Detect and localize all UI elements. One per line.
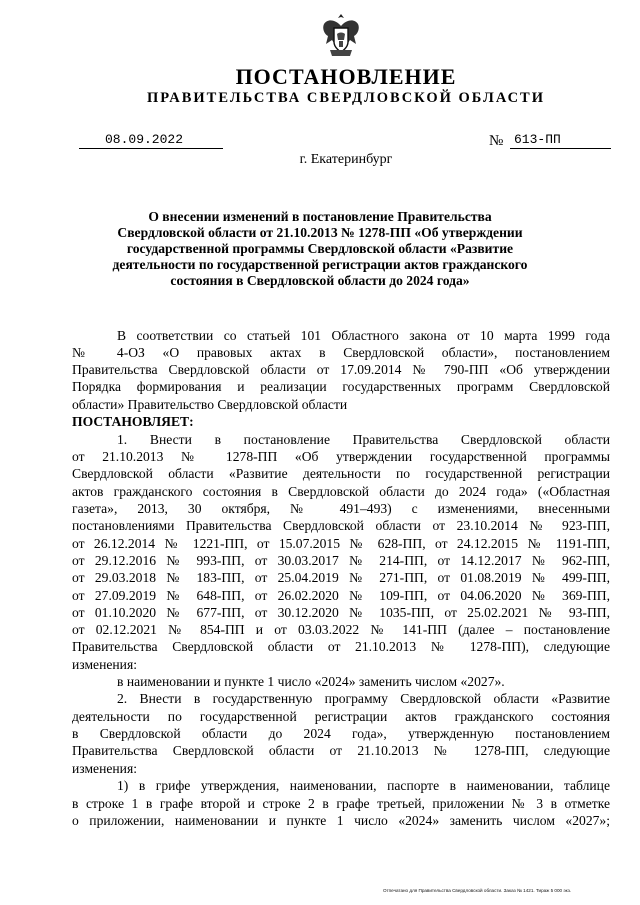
body-line: деятельности по государственной регистрации актов гражданского состояния <box>72 709 610 724</box>
body-line: в строке 1 в графе второй и строке 2 в графе третьей, приложении № 3 в отметке <box>72 796 610 811</box>
body-line: области» Правительство Свердловской области <box>72 397 348 412</box>
document-type-title: ПОСТАНОВЛЕНИЕ <box>235 64 457 89</box>
body-line: от 29.12.2016 № 993-ПП, от 30.03.2017 № 214-ПП, от 14.12.2017 № 962-ПП, <box>72 553 610 568</box>
resolution-keyword: ПОСТАНОВЛЯЕТ: <box>72 414 194 429</box>
body-line: изменения: <box>72 761 137 776</box>
document-date: 08.09.2022 <box>79 131 223 149</box>
body-line: Порядка формирования и реализации государственных программ Свердловской <box>72 379 610 394</box>
organization-title: ПРАВИТЕЛЬСТВА СВЕРДЛОВСКОЙ ОБЛАСТИ <box>146 90 546 106</box>
body-line: актов гражданского состояния в Свердловской области до 2024 года» («Областная <box>72 484 610 499</box>
body-line: от 02.12.2021 № 854-ПП и от 03.03.2022 № 141-ПП (далее – постановление <box>72 622 610 637</box>
body-line: Правительства Свердловской области от 17.09.2014 № 790-ПП «Об утверждении <box>72 362 610 377</box>
subject-line: Свердловской области от 21.10.2013 № 1278-ПП «Об утверждении <box>117 225 523 240</box>
document-number: 613-ПП <box>510 131 611 149</box>
coat-of-arms-icon <box>316 10 366 60</box>
body-line: изменения: <box>72 657 137 672</box>
print-imprint: Отпечатано для Правительства Свердловской области. Заказ № 1421. Тираж 5 000 экз. <box>383 888 572 893</box>
body-line: 1) в грифе утверждения, наименовании, паспорте в наименовании, таблице <box>117 778 610 793</box>
body-line: в Свердловской области до 2024 года», утвержденную постановлением <box>72 726 610 741</box>
body-line: 1. Внести в постановление Правительства Свердловской области <box>117 432 610 447</box>
body-line: Правительства Свердловской области от 21.10.2013 № 1278-ПП, следующие <box>72 743 610 758</box>
subject-heading <box>110 209 530 289</box>
body-line: 2. Внести в государственную программу Свердловской области «Развитие <box>117 691 610 706</box>
number-sign: № <box>489 133 504 149</box>
body-line: В соответствии со статьей 101 Областного закона от 10 марта 1999 года <box>117 328 610 343</box>
subject-line: деятельности по государственной регистрации актов гражданского <box>112 257 528 272</box>
body-line: от 01.10.2020 № 677-ПП, от 30.12.2020 № 1035-ПП, от 25.02.2021 № 93-ПП, <box>72 605 610 620</box>
body-line: постановлениями Правительства Свердловской области от 23.10.2014 № 923-ПП, <box>72 518 610 533</box>
body-line: газета», 2013, 30 октября, № 491–493) с изменениями, внесенными <box>72 501 610 516</box>
body-line: о приложении, наименовании и пункте 1 число «2024» заменить числом «2027»; <box>72 813 610 828</box>
subject-line: О внесении изменений в постановление Правительства <box>148 209 492 224</box>
body-line: от 26.12.2014 № 1221-ПП, от 15.07.2015 № 628-ПП, от 24.12.2015 № 1191-ПП, <box>72 536 610 551</box>
subject-line: государственной программы Свердловской области «Развитие <box>126 241 514 256</box>
body-line: Свердловской области «Развитие деятельности по государственной регистрации <box>72 466 610 481</box>
body-line: от 21.10.2013 № 1278-ПП «Об утверждении государственной программы <box>72 449 610 464</box>
body-line: от 27.09.2019 № 648-ПП, от 26.02.2020 № 109-ПП, от 04.06.2020 № 369-ПП, <box>72 588 610 603</box>
body-line: в наименовании и пункте 1 число «2024» заменить числом «2027». <box>117 674 505 689</box>
city-label: г. Екатеринбург <box>299 152 393 167</box>
body-line: Правительства Свердловской области от 21.10.2013 № 1278-ПП), следующие <box>72 639 610 654</box>
body-line: № 4-ОЗ «О правовых актах в Свердловской области», постановлением <box>72 345 610 360</box>
subject-line: состояния в Свердловской области до 2024 года» <box>170 273 470 288</box>
body-line: от 29.03.2018 № 183-ПП, от 25.04.2019 № 271-ПП, от 01.08.2019 № 499-ПП, <box>72 570 610 585</box>
